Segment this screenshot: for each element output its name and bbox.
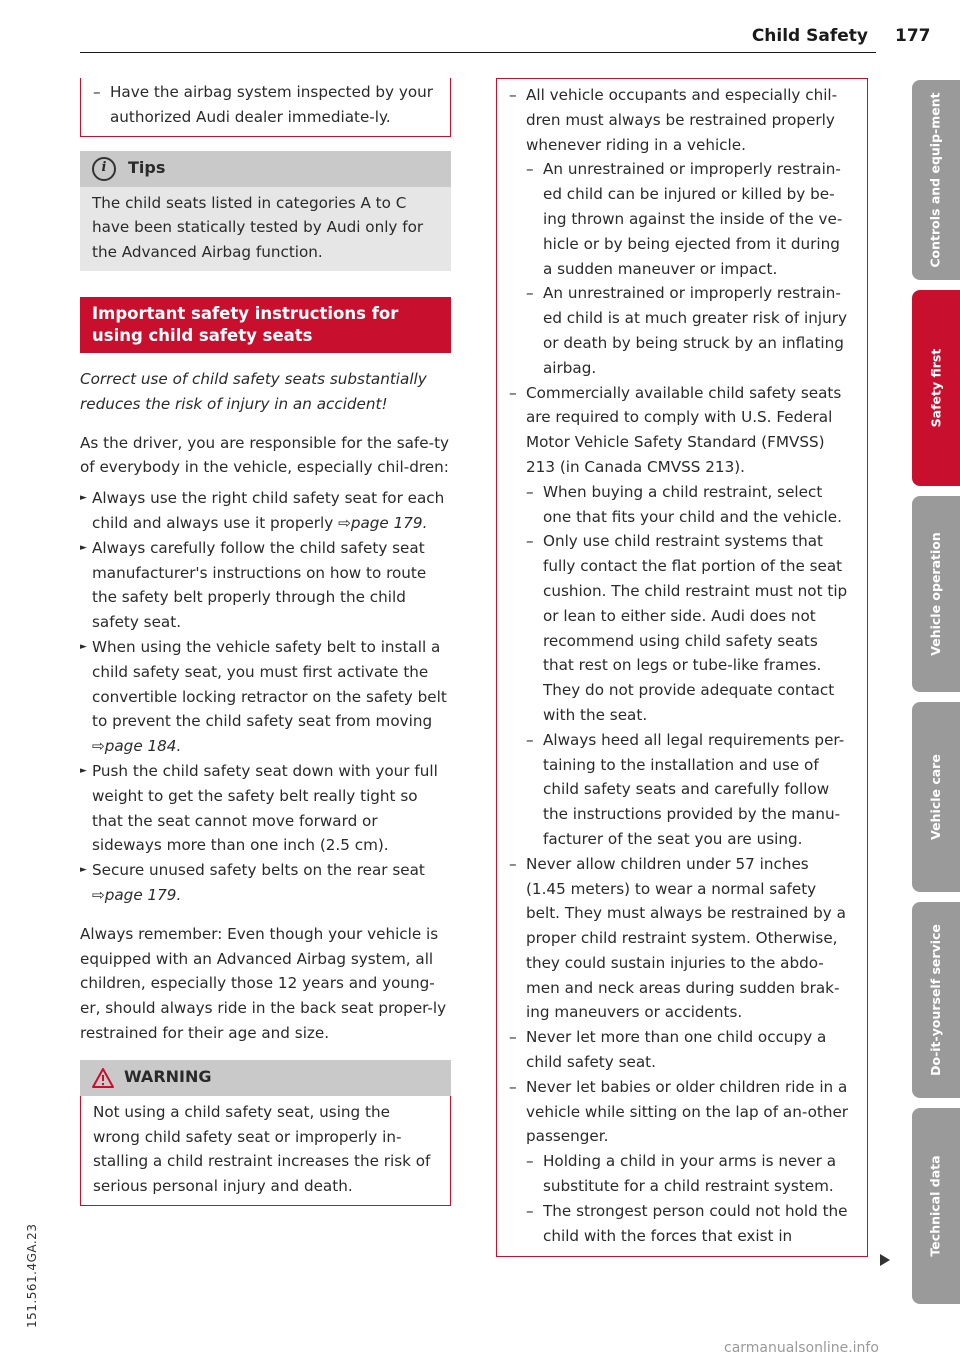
list-item: – When buying a child restraint, select one that fits your child and the vehicle. xyxy=(509,480,853,530)
warning-header xyxy=(80,1060,451,1096)
header-rule xyxy=(80,52,876,53)
bullet-item: ► When using the vehicle safety belt to install a child safety seat, you must first activate the convertible locking retractor on the safety belt to prevent the child safety seat from moving ⇨page 184. xyxy=(80,635,451,759)
list-item: – Have the airbag system inspected by your authorized Audi dealer immediate-ly. xyxy=(93,80,436,130)
warning-title: WARNING xyxy=(124,1067,212,1087)
continued-box xyxy=(80,78,451,137)
tips-body: The child seats listed in categories A to C have been statically tested by Audi only for the Advanced Airbag function. xyxy=(80,187,451,271)
page-reference-link[interactable]: ⇨page 179. xyxy=(338,513,428,532)
page-reference-link[interactable]: ⇨page 179. xyxy=(92,885,182,904)
list-item: – An unrestrained or improperly restrain-ed child is at much greater risk of injury or death by being struck by an inflating airbag. xyxy=(509,281,853,380)
tab-controls-and-equipment[interactable]: Controls and equip-ment xyxy=(912,80,960,280)
list-item: – The strongest person could not hold the child with the forces that exist in xyxy=(509,1199,853,1249)
document-code: 151.561.4GA.23 xyxy=(25,1223,39,1328)
tab-do-it-yourself-service[interactable]: Do-it-yourself service xyxy=(912,902,960,1098)
list-item: – Never allow children under 57 inches (1.45 meters) to wear a normal safety belt. They must always be restrained by a proper child restraint system. Otherwise, they could sustain injuries to the abdo-men and neck areas during sudden brak-ing maneuvers or accidents. xyxy=(509,852,853,1026)
intro-text: Correct use of child safety seats substantially reduces the risk of injury in an accident! xyxy=(80,369,427,413)
list-item: – Only use child restraint systems that fully contact the flat portion of the seat cushion. The child restraint must not tip or lean to either side. Audi does not recommend using child safety seats that rest on legs or tube-like frames. They do not provide adequate contact with the seat. xyxy=(509,529,853,727)
header-title: Child Safety xyxy=(751,26,868,46)
list-item: – Never let more than one child occupy a child safety seat. xyxy=(509,1025,853,1075)
tab-vehicle-operation[interactable]: Vehicle operation xyxy=(912,496,960,692)
page-number: 177 xyxy=(895,26,931,46)
right-column xyxy=(496,78,868,1257)
info-icon: i xyxy=(92,157,116,181)
safety-rules-box xyxy=(496,78,868,1257)
bullet-item: ► Secure unused safety belts on the rear seat ⇨page 179. xyxy=(80,858,451,908)
list-item: – Never let babies or older children ride in a vehicle while sitting on the lap of an-other passenger. xyxy=(509,1075,853,1149)
list-item: – Commercially available child safety seats are required to comply with U.S. Federal Motor Vehicle Safety Standard (FMVSS) 213 (in Canada CMVSS 213). xyxy=(509,381,853,480)
tips-title: Tips xyxy=(128,158,166,178)
list-item: – Holding a child in your arms is never a substitute for a child restraint system. xyxy=(509,1149,853,1199)
left-column xyxy=(80,78,451,1206)
tips-header xyxy=(80,151,451,187)
tab-technical-data[interactable]: Technical data xyxy=(912,1108,960,1304)
watermark: carmanualsonline.info xyxy=(724,1340,879,1356)
tab-vehicle-care[interactable]: Vehicle care xyxy=(912,702,960,892)
section-title: Important safety instructions for using child safety seats xyxy=(80,297,451,353)
paragraph: As the driver, you are responsible for the safe-ty of everybody in the vehicle, especially chil-dren: xyxy=(80,433,450,477)
continue-arrow-icon[interactable] xyxy=(880,1254,890,1266)
tab-safety-first[interactable]: Safety first xyxy=(912,290,960,486)
paragraph: Always remember: Even though your vehicle is equipped with an Advanced Airbag system, all children, especially those 12 years and young-er, should always ride in the back seat proper-ly restrained for their age and size. xyxy=(80,924,447,1042)
bullet-item: ► Push the child safety seat down with your full weight to get the safety belt really tight so that the seat cannot move forward or sideways more than one inch (2.5 cm). xyxy=(80,759,451,858)
list-item: – An unrestrained or improperly restrain-ed child can be injured or killed by be-ing thrown against the inside of the ve-hicle or by being ejected from it during a sudden maneuver or impact. xyxy=(509,157,853,281)
bullet-list xyxy=(80,486,451,908)
bullet-item: ► Always use the right child safety seat for each child and always use it properly ⇨page 179. xyxy=(80,486,451,536)
list-item: – Always heed all legal requirements per-taining to the installation and use of child safety seats and carefully follow the instructions provided by the manu-facturer of the seat you are using. xyxy=(509,728,853,852)
warning-triangle-icon xyxy=(92,1068,114,1088)
bullet-item: ► Always carefully follow the child safety seat manufacturer's instructions on how to route the safety belt properly through the child safety seat. xyxy=(80,536,451,635)
warning-body: Not using a child safety seat, using the wrong child safety seat or improperly in-stalling a child restraint increases the risk of serious personal injury and death. xyxy=(80,1096,451,1206)
list-item: – All vehicle occupants and especially chil-dren must always be restrained properly whenever riding in a vehicle. xyxy=(509,83,853,157)
page-reference-link[interactable]: ⇨page 184. xyxy=(92,737,182,756)
